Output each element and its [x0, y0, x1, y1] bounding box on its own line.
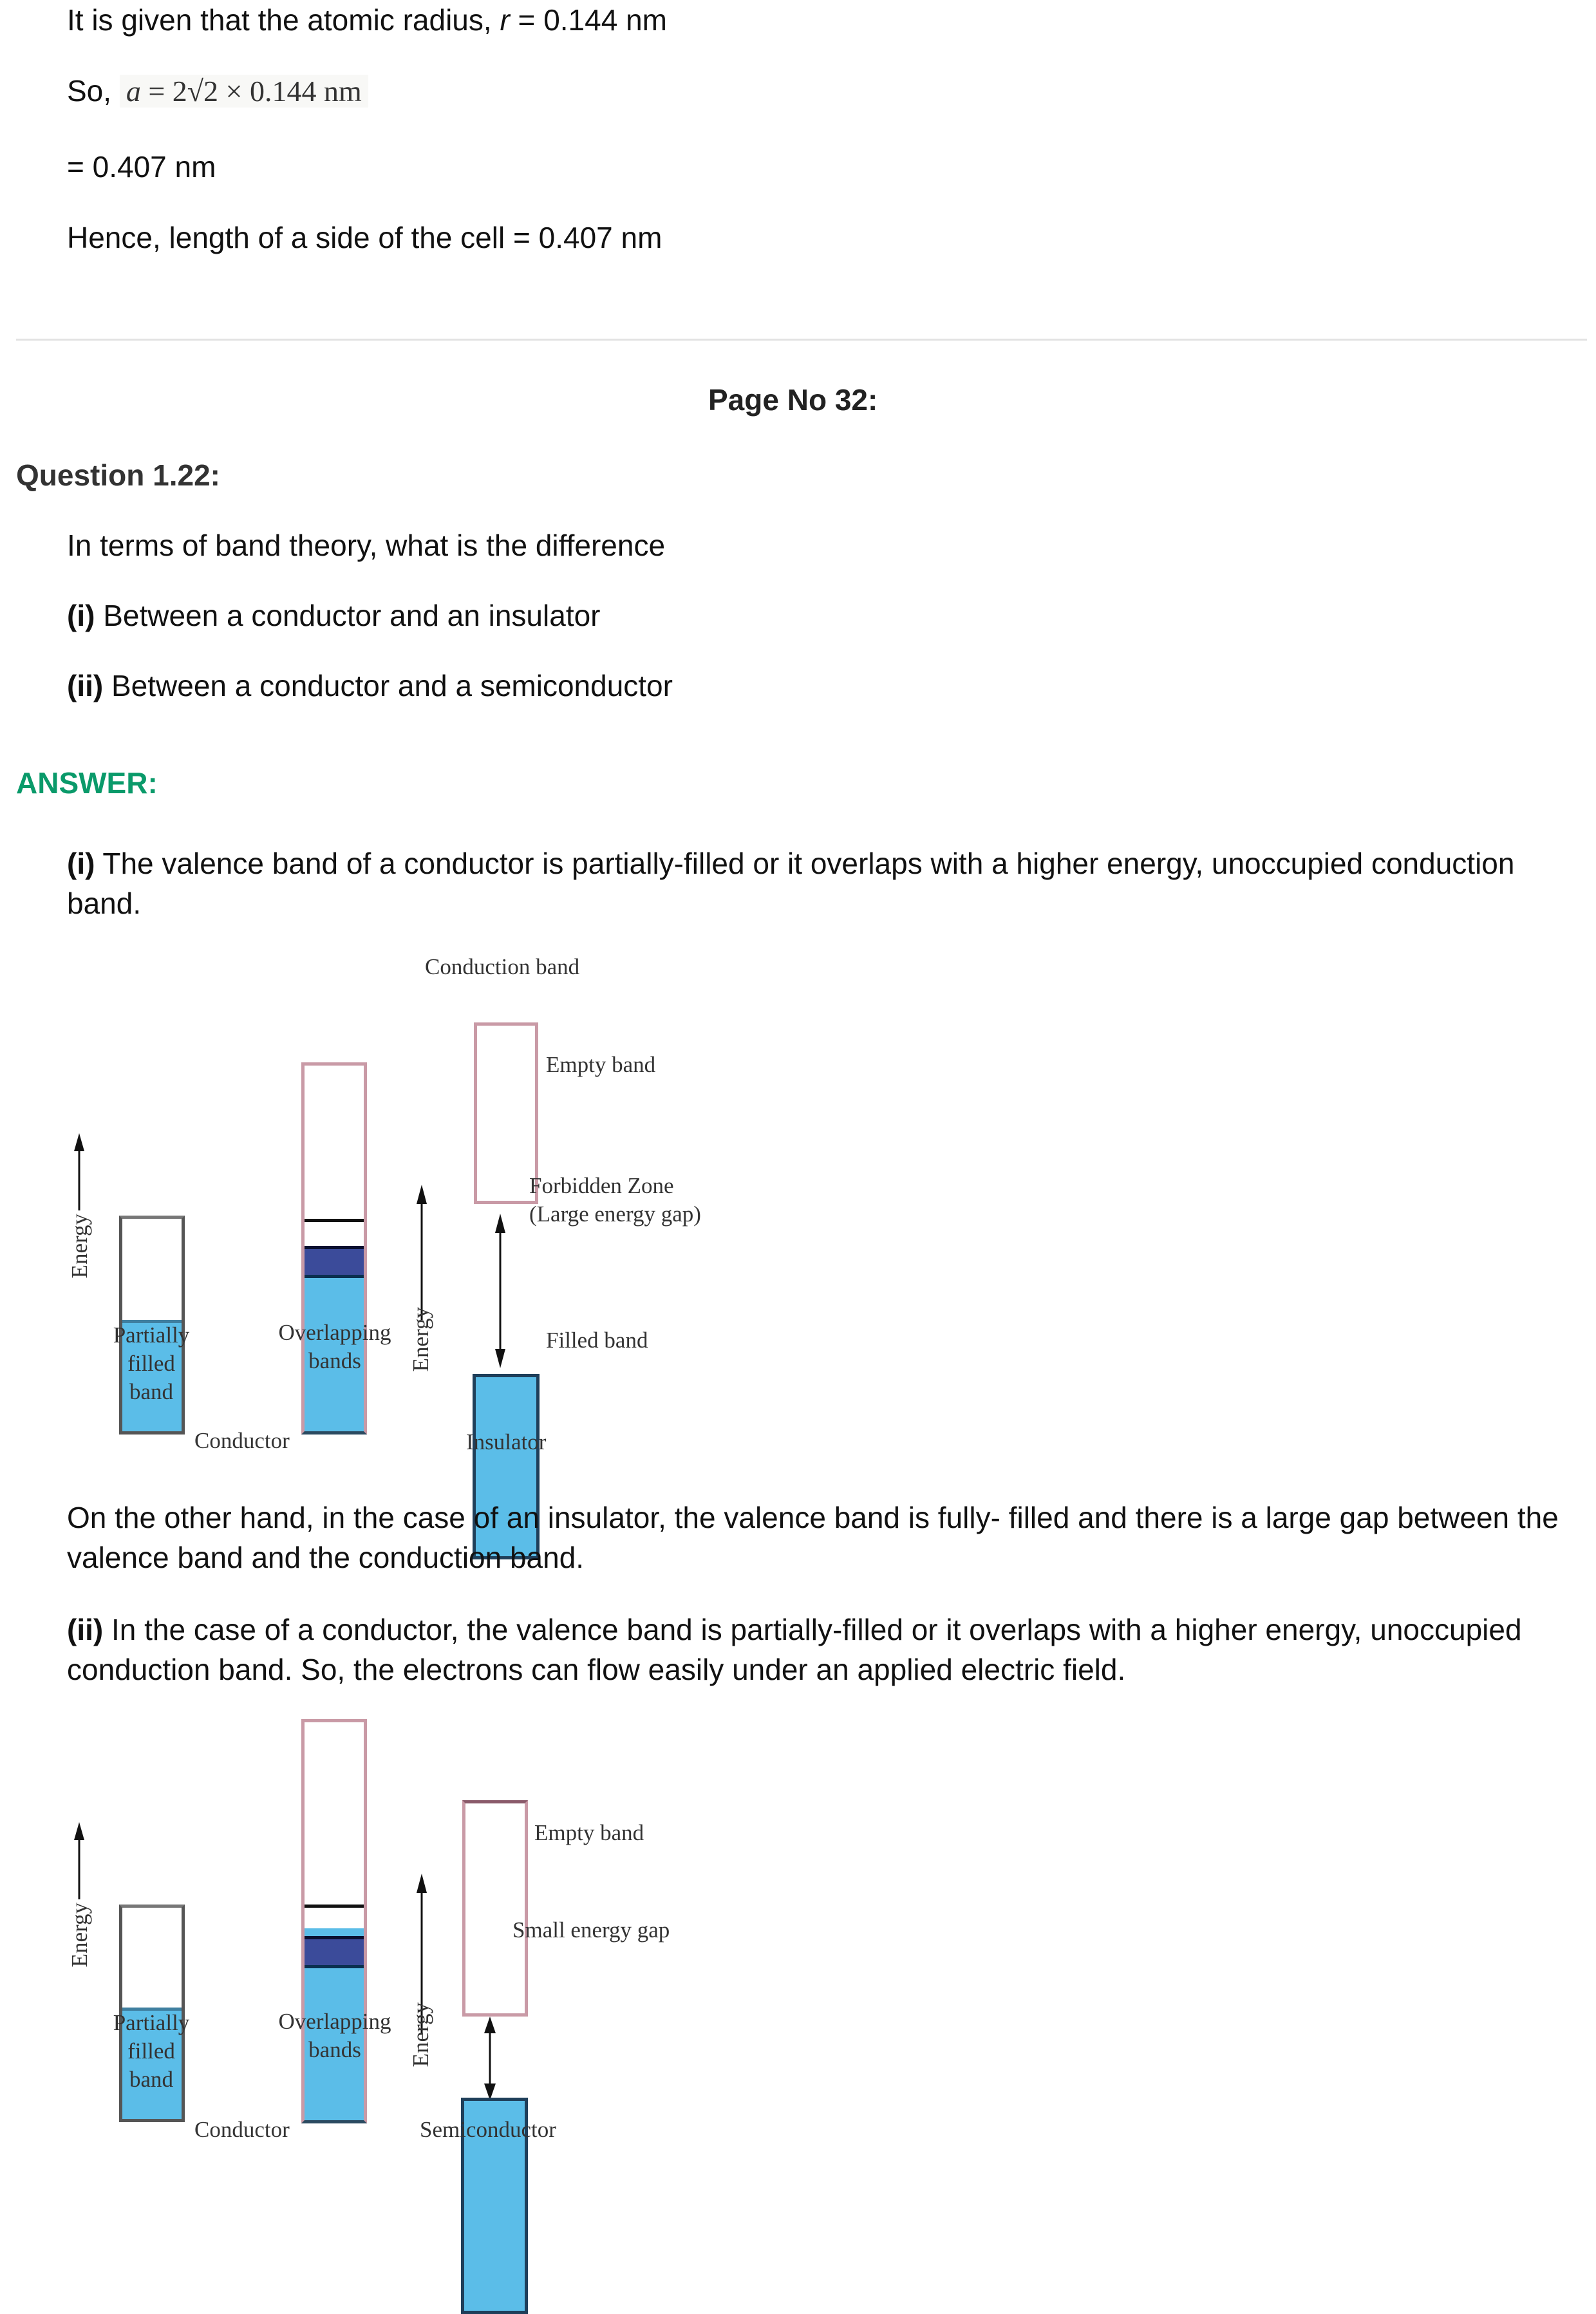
- band-boundary-line: [305, 1219, 364, 1222]
- overlapping-bands: [301, 1062, 367, 1434]
- part-label: (ii): [67, 669, 104, 702]
- part-text: Between a conductor and an insulator: [95, 599, 601, 632]
- forbidden-zone-label: [529, 1172, 701, 1228]
- label-line: Partially: [113, 2010, 190, 2035]
- question-heading: Question 1.22:: [16, 458, 220, 492]
- label-line: Partially: [113, 1322, 190, 1348]
- label-line: filled: [127, 1351, 175, 1376]
- radius-variable: r: [500, 3, 510, 37]
- label-line: band: [129, 2067, 174, 2092]
- answer-part-i: [67, 843, 1567, 923]
- energy-axis-label: Energy: [67, 1214, 92, 1279]
- so-label: So,: [67, 74, 112, 108]
- empty-band-label: Empty band: [546, 1052, 656, 1077]
- formula-line: [67, 71, 368, 111]
- label-line: band: [129, 1379, 174, 1404]
- energy-axis-label: Energy: [67, 1903, 92, 1968]
- conductor-label: Conductor: [194, 1428, 290, 1453]
- given-prefix: It is given that the atomic radius,: [67, 3, 500, 37]
- energy-arrow-icon: [412, 1185, 431, 1326]
- conduction-band-label: Conduction band: [425, 954, 580, 979]
- label-line: Forbidden Zone: [529, 1173, 674, 1198]
- overlapping-label: [264, 1319, 406, 1375]
- question-part-ii: [67, 666, 673, 706]
- insulator-paragraph: On the other hand, in the case of an insulator, the valence band is fully- filled and there is a large gap between the valence band and the conduction band.: [67, 1501, 1559, 1574]
- given-radius-line: [67, 0, 667, 40]
- label-line: bands: [308, 2037, 361, 2062]
- partially-filled-label: [103, 1321, 200, 1406]
- label-line: filled: [127, 2038, 175, 2064]
- part-label: (i): [67, 599, 95, 632]
- part-label: (i): [67, 847, 95, 880]
- label-line: Overlapping: [278, 2009, 391, 2034]
- question-part-i: [67, 596, 601, 635]
- answer-part-ii: [67, 1610, 1567, 1689]
- formula-image: [120, 75, 368, 108]
- formula-rhs: = 2√2 × 0.144 nm: [140, 75, 362, 108]
- energy-axis-label: Energy: [408, 1307, 433, 1372]
- part-text: In the case of a conductor, the valence band is partially-filled or it overlaps with a higher energy, unoccupied conduction band. So, the electrons can flow easily under an applied electric field.: [67, 1613, 1522, 1686]
- partially-filled-label: [103, 2009, 200, 2094]
- label-line: (Large energy gap): [529, 1201, 701, 1227]
- energy-axis-label: Energy: [408, 2002, 433, 2067]
- overlap-region: [305, 1246, 364, 1278]
- part-text: The valence band of a conductor is partially-filled or it overlaps with a higher energy, unoccupied conduction band.: [67, 847, 1515, 920]
- label-line: Overlapping: [278, 1320, 391, 1345]
- insulator-label: Insulator: [466, 1429, 547, 1454]
- given-suffix: = 0.144 nm: [509, 3, 667, 37]
- overlap-region: [305, 1936, 364, 1968]
- part-text: Between a conductor and a semiconductor: [103, 669, 673, 702]
- small-gap-arrow-icon: [480, 2017, 500, 2100]
- empty-conduction-band: [462, 1800, 528, 2017]
- result-line: = 0.407 nm: [67, 150, 216, 183]
- label-line: bands: [308, 1348, 361, 1373]
- semiconductor-label: Semiconductor: [420, 2117, 556, 2142]
- conductor-label: Conductor: [194, 2117, 290, 2142]
- small-energy-gap-label: Small energy gap: [512, 1917, 670, 1942]
- overlapping-label: [264, 2008, 406, 2064]
- page-number: Page No 32:: [708, 383, 878, 417]
- section-divider: [16, 339, 1587, 341]
- formula-lhs: a: [126, 75, 141, 108]
- question-intro: In terms of band theory, what is the difference: [67, 529, 666, 562]
- forbidden-gap-arrow-icon: [491, 1214, 510, 1368]
- empty-conduction-band: [474, 1022, 538, 1204]
- conclusion-line: Hence, length of a side of the cell = 0.407 nm: [67, 221, 662, 254]
- part-label: (ii): [67, 1613, 104, 1646]
- band-boundary-line: [305, 1905, 364, 1908]
- empty-band-label: Empty band: [534, 1820, 644, 1845]
- answer-heading: ANSWER:: [16, 766, 158, 800]
- filled-band-label: Filled band: [546, 1328, 648, 1353]
